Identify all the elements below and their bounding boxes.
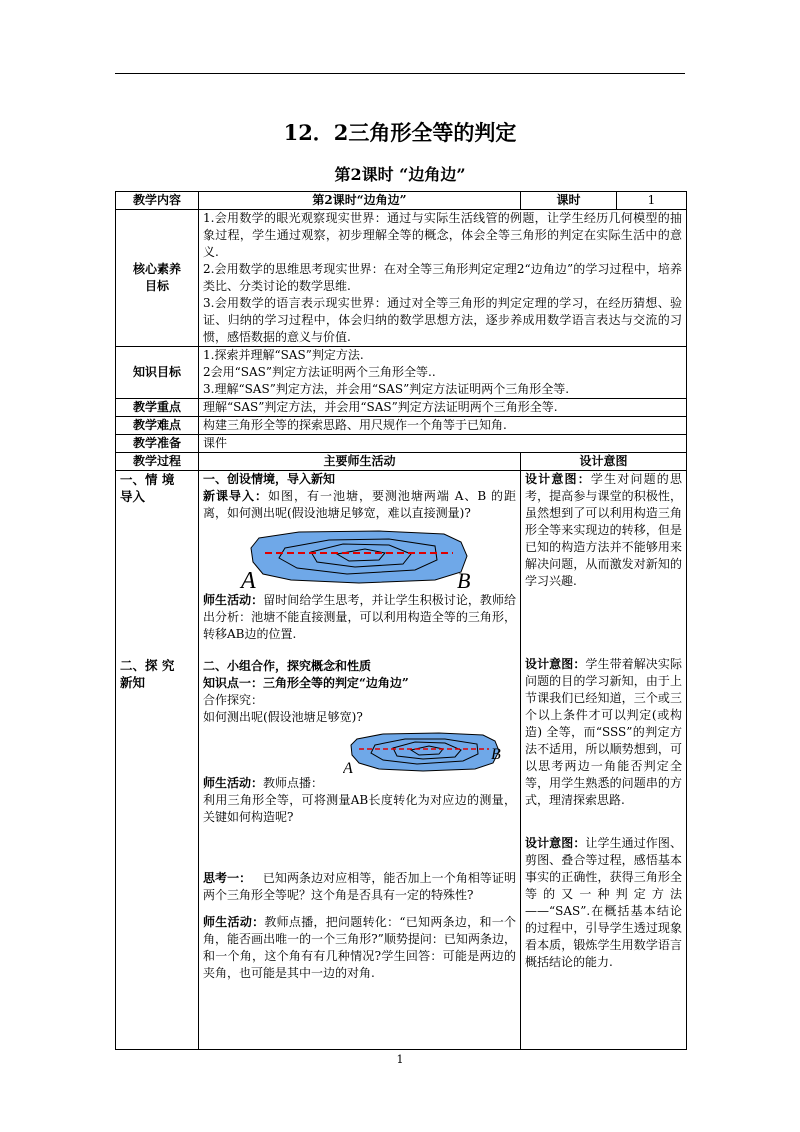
stage1-design xyxy=(525,471,682,590)
page-subtitle: 第2课时 “边角边” xyxy=(334,165,466,184)
explore-question: 如何测出呢(假设池塘足够宽)? xyxy=(203,710,363,724)
core-row xyxy=(116,210,687,347)
design3-text: 让学生通过作图、剪图、叠合等过程，感悟基本事实的正确性，获得三角形全等的又一种判定方法——“SAS”.在概括基本结论的过程中，引导学生透过现象看本质，锻炼学生用数学语言概括结论的能力. xyxy=(525,836,682,969)
difficulty-row xyxy=(116,417,687,435)
design1-text: 学生对问题的思考，提高参与课堂的积极性，虽然想到了可以利用构造三角形全等来实现边的转移，但是已知的构造方法并不能够用来解决问题，从而激发对新知的学习兴趣. xyxy=(525,472,682,588)
knowledge-row xyxy=(116,347,687,399)
activity3-text: 教师点播，把问题转化：“已知两条边，和一个角，能否画出唯一的一个三角形?”顺势提问：已知两条边，和一个角，这个角有有几种情况?学生回答：可能是两边的夹角，也可能是其中一边的对角. xyxy=(203,915,516,980)
content-value: 第2课时“边角边” xyxy=(199,192,521,210)
process-body-row xyxy=(116,471,687,1050)
design3-label: 设计意图： xyxy=(525,836,586,850)
stage1-heading: 一、创设情境，导入新知 xyxy=(203,472,336,486)
header-rule xyxy=(115,73,685,74)
pond-shape xyxy=(251,531,467,583)
pond-figure-large xyxy=(239,526,479,590)
stage2-heading: 二、小组合作，探究概念和性质 xyxy=(203,659,372,673)
hours-value: 1 xyxy=(617,192,687,210)
stage1-label-line2: 导入 xyxy=(120,489,146,504)
process-col1: 教学过程 xyxy=(116,453,199,471)
key-point-label: 教学重点 xyxy=(116,399,199,417)
activity3-label: 师生活动： xyxy=(203,915,265,929)
header-row xyxy=(116,192,687,210)
activity1-text: 留时间给学生思考，并让学生积极讨论，教师给出分析：池塘不能直接测量，可以利用构造全等的三角形，转移AB边的位置. xyxy=(203,593,516,641)
knowledge-goals xyxy=(199,347,687,399)
core-label-line2: 目标 xyxy=(144,279,169,293)
core-label-line1: 核心素养 xyxy=(132,262,181,276)
stage2-label-line1: 二、探 究 xyxy=(120,658,175,673)
core-goals xyxy=(199,210,687,347)
stage2-activity-detail: 利用三角形全等，可将测量AB长度转化为对应边的测量，关键如何构造呢? xyxy=(203,793,516,824)
process-header-row xyxy=(116,453,687,471)
knowledge-goal-3: 3.理解“SAS”判定方法，并会用“SAS”判定方法证明两个三角形全等. xyxy=(203,382,570,396)
stage1-activity xyxy=(203,592,516,643)
preparation-row xyxy=(116,435,687,453)
point-b-label: B xyxy=(491,746,501,763)
lesson-plan-table xyxy=(115,191,687,1050)
page-number: 1 xyxy=(396,1053,404,1066)
hours-label: 课时 xyxy=(521,192,617,210)
think-text: 已知两条边对应相等，能否加上一个角相等证明两个三角形全等呢？这个角是否具有一定的特殊性? xyxy=(203,871,516,902)
stage3-activity xyxy=(203,914,516,982)
activity1-label: 师生活动： xyxy=(203,593,264,607)
explore-label: 合作探究： xyxy=(203,693,264,707)
stage1-label-line1: 一、情 境 xyxy=(120,472,175,487)
key-point-row xyxy=(116,399,687,417)
difficulty-text: 构建三角形全等的探索思路、用尺规作一个角等于已知角. xyxy=(199,417,687,435)
design1-label: 设计意图： xyxy=(525,472,591,486)
activities-column xyxy=(199,471,521,1050)
stage3-design xyxy=(525,835,682,971)
design2-text: 学生带着解决实际问题的目的学习新知，由于上节课我们已经知道，三个或三个以上条件才可以判定(或构造) 全等，而“SSS”的判定方法不适用，所以顺势想到，可以思考两边一角能否判定全等，用学生熟悉的问题串的方式，理清探索思路. xyxy=(525,657,682,807)
process-col3: 设计意图 xyxy=(521,453,687,471)
preparation-label: 教学准备 xyxy=(116,435,199,453)
think-label: 思考一： xyxy=(203,871,252,885)
difficulty-label: 教学难点 xyxy=(116,417,199,435)
knowledge-goal-1: 1.探索并理解“SAS”判定方法. xyxy=(203,348,364,362)
core-goal-1: 1.会用数学的眼光观察现实世界：通过与实际生活线管的例题，让学生经历几何模型的抽象过程，学生通过观察，初步理解全等的概念，体会全等三角形的判定在实际生活中的意义. xyxy=(203,211,682,259)
activity2-text: 教师点播： xyxy=(263,776,324,790)
design-intent-column xyxy=(521,471,687,1050)
pond-figure-small xyxy=(343,729,503,775)
core-label xyxy=(116,210,199,347)
content-label: 教学内容 xyxy=(116,192,199,210)
stage2-label-line2: 新知 xyxy=(120,675,146,690)
stage-labels xyxy=(116,471,199,1050)
stage1-intro xyxy=(203,488,516,522)
stage2-activity xyxy=(203,775,516,792)
point-b-label: B xyxy=(457,568,471,590)
stage2-design xyxy=(525,656,682,809)
point-a-label: A xyxy=(343,760,353,775)
intro-label: 新课导入： xyxy=(203,489,268,503)
knowledge-goal-2: 2会用“SAS”判定方法证明两个三角形全等.. xyxy=(203,365,436,379)
core-goal-3: 3.会用数学的语言表示现实世界：通过对全等三角形的判定定理的学习，在经历猜想、验证、归纳的学习过程中，体会归纳的数学思想方法，逐步养成用数学语言表达与交流的习惯，感悟数据的意义与价值. xyxy=(203,296,682,344)
preparation-text: 课件 xyxy=(199,435,687,453)
process-col2: 主要师生活动 xyxy=(199,453,521,471)
stage2-label xyxy=(120,657,194,691)
design2-label: 设计意图： xyxy=(525,657,586,671)
knowledge-label: 知识目标 xyxy=(116,347,199,399)
think-one xyxy=(203,870,516,904)
activity2-label: 师生活动： xyxy=(203,776,264,790)
core-goal-2: 2.会用数学的思维思考现实世界：在对全等三角形判定定理2“边角边”的学习过程中，培养类比、分类讨论的数学思维. xyxy=(203,262,682,293)
key-point-text: 理解“SAS”判定方法，并会用“SAS”判定方法证明两个三角形全等. xyxy=(199,399,687,417)
page-title: 12．2三角形全等的判定 xyxy=(283,120,517,145)
knowledge-point-heading: 知识点一：三角形全等的判定“边角边” xyxy=(203,676,409,690)
point-a-label: A xyxy=(241,568,256,590)
stage1-label xyxy=(120,471,194,505)
intro-text: 如图，有一池塘，要测池塘两端 A、B 的距离，如何测出呢(假设池塘足够宽，难以直接测量)? xyxy=(203,489,516,520)
